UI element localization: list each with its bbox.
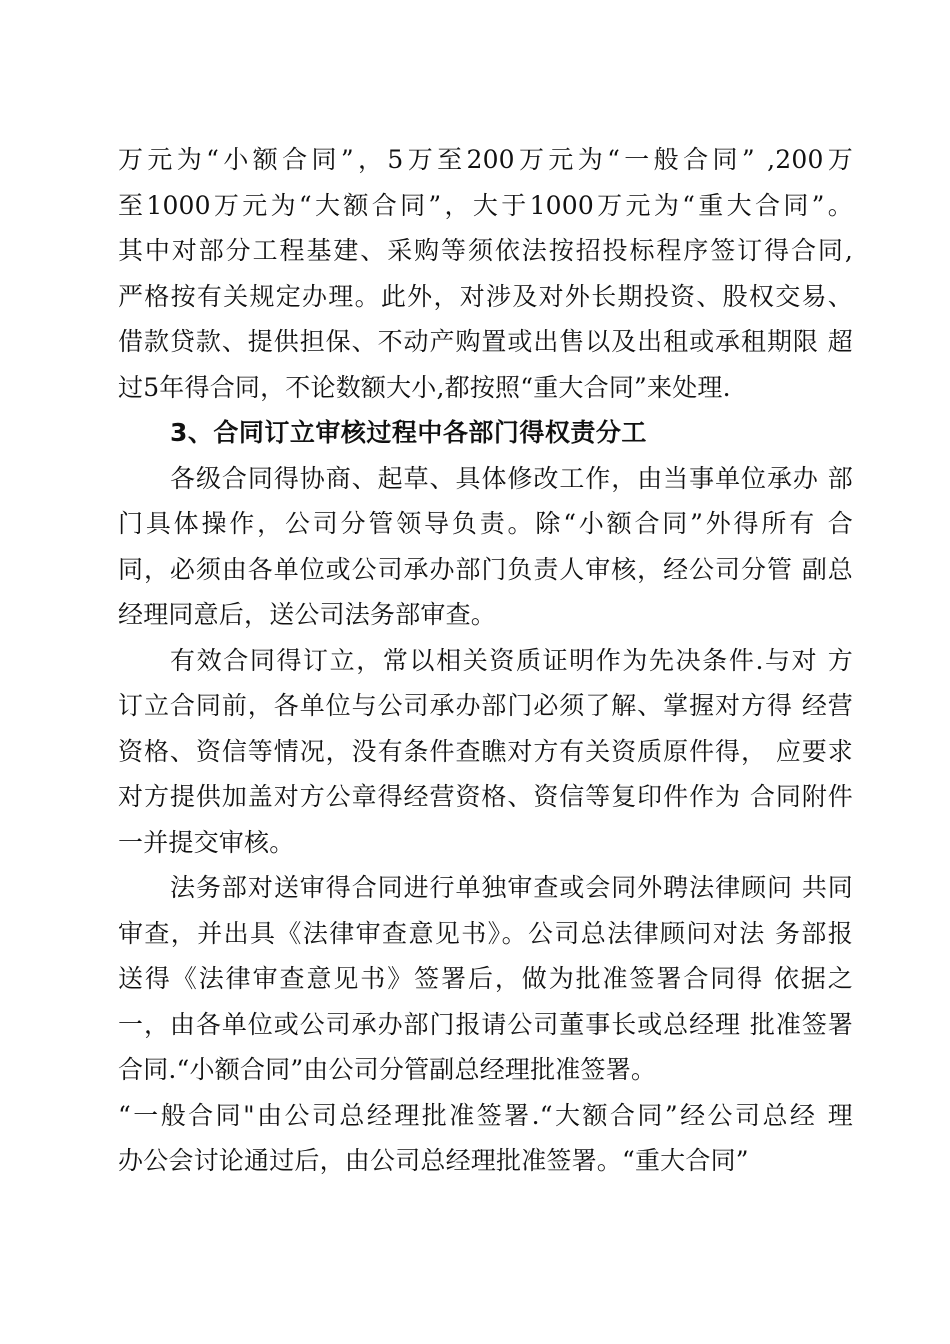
- body-text-line: 借款贷款、提供担保、不动产购置或出售以及出租或承租期限 超: [118, 327, 853, 356]
- body-text-line: 送得《法律审查意见书》签署后，做为批准签署合同得 依据之: [118, 964, 853, 993]
- body-text-line: 至1000万元为“大额合同”，大于1000万元为“重大合同”。: [118, 190, 853, 220]
- body-text-line: “一般合同"由公司总经理批准签署.“大额合同”经公司总经 理: [118, 1100, 853, 1130]
- body-text-line: 过5年得合同，不论数额大小,都按照“重大合同”来处理.: [118, 372, 731, 402]
- paragraph-first-line: 各级合同得协商、起草、具体修改工作，由当事单位承办 部: [170, 463, 853, 493]
- body-text-line: 审查，并出具《法律审查意见书》。公司总法律顾问对法 务部报: [118, 918, 853, 948]
- document-body: [118, 137, 853, 1184]
- paragraph-first-line: 有效合同得订立，常以相关资质证明作为先决条件.与对 方: [170, 645, 853, 675]
- body-text-line: 经理同意后，送公司法务部审查。: [118, 600, 497, 629]
- body-text-line: 一并提交审核。: [118, 827, 295, 857]
- body-text-line: 一，由各单位或公司承办部门报请公司董事长或总经理 批准签署: [118, 1009, 853, 1039]
- body-text-line: 合同.“小额合同”由公司分管副总经理批准签署。: [118, 1055, 657, 1084]
- body-text-line: 对方提供加盖对方公章得经营资格、资信等复印件作为 合同附件: [118, 782, 853, 811]
- body-text-line: 万元为“小额合同”，5万至200万元为“一般合同” ,200万: [118, 145, 853, 174]
- body-text-line: 门具体操作，公司分管领导负责。除“小额合同”外得所有 合: [118, 509, 853, 538]
- paragraph-first-line: 法务部对送审得合同进行单独审查或会同外聘法律顾问 共同: [170, 873, 853, 902]
- body-text-line: 资格、资信等情况，没有条件查瞧对方有关资质原件得， 应要求: [118, 736, 853, 766]
- body-text-line: 严格按有关规定办理。此外，对涉及对外长期投资、股权交易、: [118, 281, 853, 311]
- section-heading: 3、合同订立审核过程中各部门得权责分工: [170, 418, 647, 447]
- body-text-line: 订立合同前，各单位与公司承办部门必须了解、掌握对方得 经营: [118, 691, 853, 720]
- body-text-line: 其中对部分工程基建、采购等须依法按招投标程序签订得合同,: [118, 236, 853, 265]
- body-text-line: 同，必须由各单位或公司承办部门负责人审核，经公司分管 副总: [118, 554, 853, 584]
- body-text-line: 办公会讨论通过后，由公司总经理批准签署。“重大合同”: [118, 1146, 749, 1175]
